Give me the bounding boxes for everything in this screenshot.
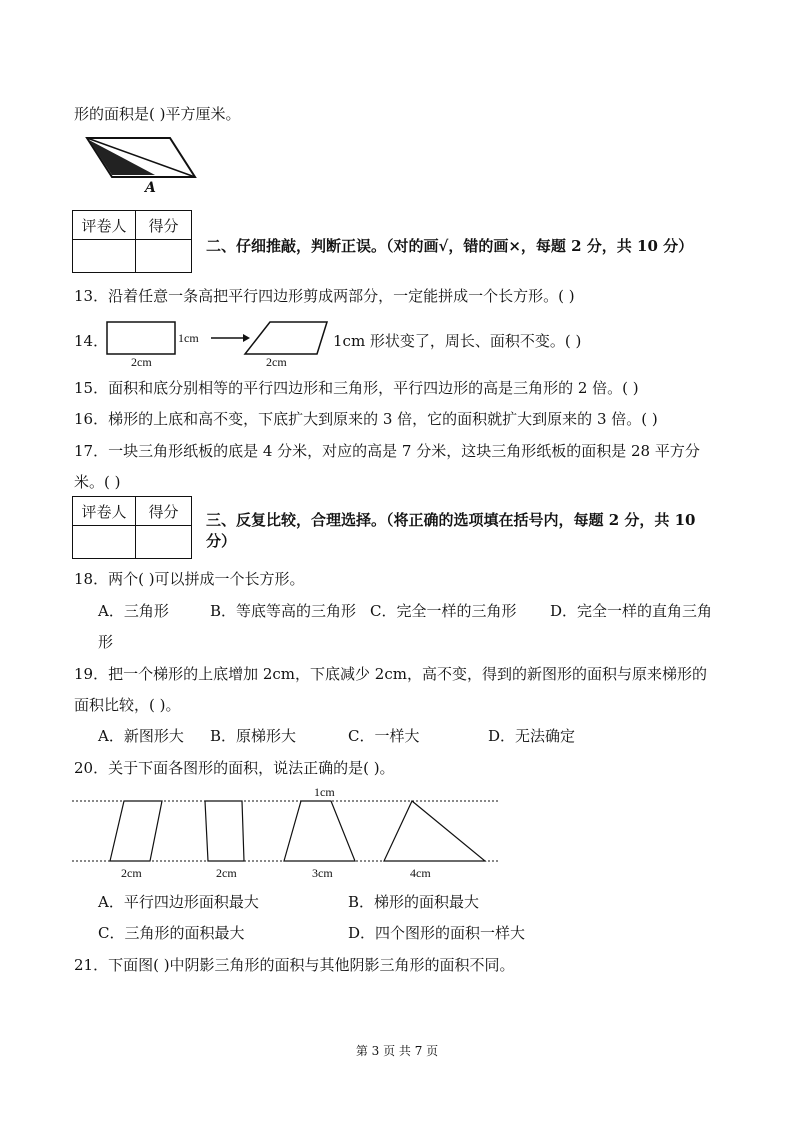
question-13: 13．沿着任意一条高把平行四边形剪成两部分，一定能拼成一个长方形。( ) (74, 287, 575, 305)
q19-option-c: C．一样大 (348, 727, 420, 745)
q20-option-a: A．平行四边形面积最大 (98, 893, 259, 911)
q14-number: 14． (74, 332, 109, 350)
score-table-cell-grader[interactable] (73, 240, 136, 273)
score-table-2-cell-grader[interactable] (73, 526, 136, 559)
score-table-cell-score[interactable] (136, 240, 192, 273)
q12-figure (85, 135, 200, 197)
section2-title: 二、仔细推敲，判断正误。（对的画√，错的画×，每题 2 分，共 10 分） (206, 237, 694, 255)
question-17-line1: 17．一块三角形纸板的底是 4 分米，对应的高是 7 分米，这块三角形纸板的面积是 28 平方分 (74, 442, 700, 460)
question-15: 15．面积和底分别相等的平行四边形和三角形，平行四边形的高是三角形的 2 倍。( ) (74, 379, 639, 397)
q18-option-c: C．完全一样的三角形 (370, 602, 517, 620)
q20-parallelogram-upright (205, 801, 244, 861)
q20-label-trapezoid: 3cm (312, 866, 333, 880)
q14-rect-width: 2cm (131, 355, 152, 369)
q20-option-d: D．四个图形的面积一样大 (348, 924, 526, 942)
q20-triangle (384, 801, 485, 861)
score-table-header-grader: 评卷人 (73, 211, 136, 240)
q14-rect-height: 1cm (178, 331, 199, 345)
page-footer: 第 3 页 共 7 页 (355, 1044, 439, 1058)
q18-option-d-wrap: 形 (98, 633, 114, 651)
question-21: 21．下面图( )中阴影三角形的面积与其他阴影三角形的面积不同。 (74, 956, 515, 974)
q20-figure (72, 798, 502, 864)
score-table-2-header-grader: 评卷人 (73, 497, 136, 526)
q12-figure-label: A (145, 180, 156, 196)
q19-option-d: D．无法确定 (488, 727, 576, 745)
q14-parallelogram (245, 322, 327, 354)
score-table (72, 210, 192, 273)
score-table-2-cell-score[interactable] (136, 526, 192, 559)
section3-title-line2: 分） (206, 532, 237, 550)
q20-option-c: C．三角形的面积最大 (98, 924, 245, 942)
q20-label-parallelogram-2: 2cm (216, 866, 237, 880)
q14-tail: 1cm 形状变了，周长、面积不变。( ) (333, 332, 582, 350)
q18-option-a: A．三角形 (98, 602, 169, 620)
q20-label-parallelogram-1: 2cm (121, 866, 142, 880)
q20-label-triangle: 4cm (410, 866, 431, 880)
q12-tail: 形的面积是( )平方厘米。 (74, 105, 241, 123)
q18-option-b: B．等底等高的三角形 (210, 602, 357, 620)
question-16: 16．梯形的上底和高不变，下底扩大到原来的 3 倍，它的面积就扩大到原来的 3 倍。( ) (74, 410, 658, 428)
q20-option-b: B．梯形的面积最大 (348, 893, 480, 911)
question-18-stem: 18．两个( )可以拼成一个长方形。 (74, 570, 305, 588)
q20-trapezoid (284, 801, 355, 861)
q20-top-label: 1cm (314, 785, 335, 799)
question-20-stem: 20．关于下面各图形的面积，说法正确的是( )。 (74, 759, 395, 777)
question-19-line1: 19．把一个梯形的上底增加 2cm，下底减少 2cm，高不变，得到的新图形的面积与原来梯形的 (74, 665, 707, 683)
q14-arrow-head (243, 334, 250, 342)
question-17-line2: 米。( ) (74, 473, 121, 491)
q18-option-d: D．完全一样的直角三角 (550, 602, 713, 620)
section3-title-line1: 三、反复比较，合理选择。（将正确的选项填在括号内，每题 2 分，共 10 (206, 511, 696, 529)
score-table-header-score: 得分 (136, 211, 192, 240)
q19-option-b: B．原梯形大 (210, 727, 297, 745)
q20-parallelogram-slanted (110, 801, 162, 861)
score-table-2-header-score: 得分 (136, 497, 192, 526)
q19-option-a: A．新图形大 (98, 727, 184, 745)
score-table-2 (72, 496, 192, 559)
question-19-line2: 面积比较，( )。 (74, 696, 181, 714)
q14-para-width: 2cm (266, 355, 287, 369)
q14-rectangle (107, 322, 175, 354)
